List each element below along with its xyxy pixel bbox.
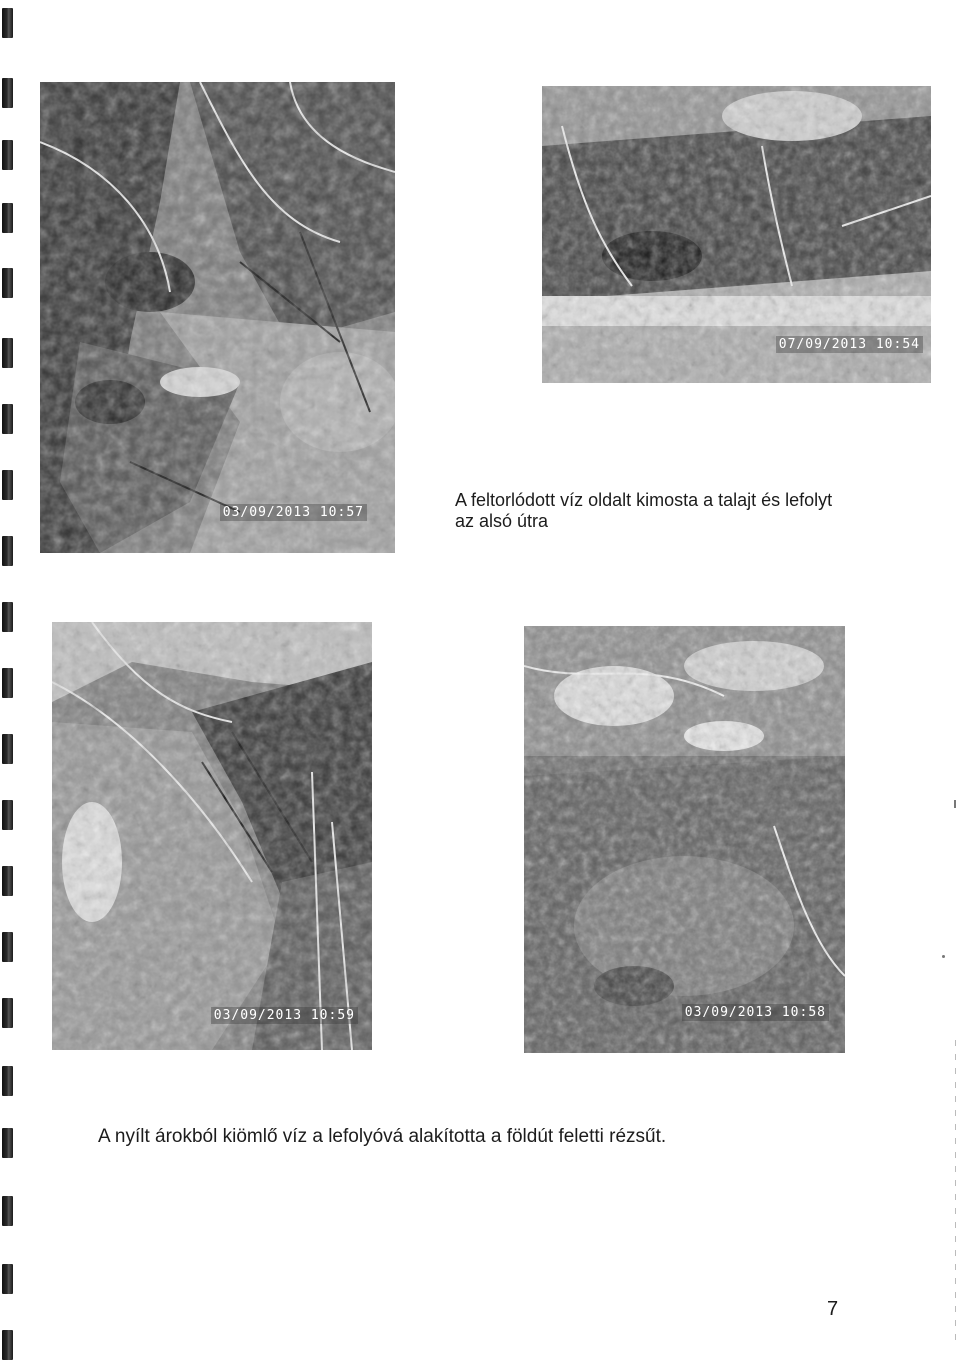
photo-gully-slope (52, 622, 372, 1050)
binding-hole (2, 1066, 13, 1096)
scan-artifact-line (955, 1040, 956, 1340)
binding-hole (2, 470, 13, 500)
binding-hole (2, 1128, 13, 1158)
caption-top (455, 490, 875, 532)
binding-hole (2, 536, 13, 566)
binding-hole (2, 800, 13, 830)
photo-eroded-ditch (40, 82, 395, 553)
photo-timestamp: 03/09/2013 10:57 (220, 504, 367, 521)
scan-artifact-dot (954, 800, 956, 808)
caption-top-line-2: az alsó útra (455, 511, 549, 531)
binding-hole (2, 668, 13, 698)
photo-washed-slope (524, 626, 845, 1053)
photo-road-edge (542, 86, 931, 383)
binding-hole (2, 866, 13, 896)
photo-timestamp: 07/09/2013 10:54 (776, 336, 923, 353)
binding-hole (2, 8, 13, 38)
binding-hole (2, 1264, 13, 1294)
binding-strip (0, 0, 22, 1366)
scan-artifact-dot (942, 955, 945, 958)
binding-hole (2, 404, 13, 434)
binding-hole (2, 203, 13, 233)
page-number: 7 (827, 1298, 839, 1320)
photo-image (40, 82, 395, 553)
binding-hole (2, 268, 13, 298)
binding-hole (2, 338, 13, 368)
binding-hole (2, 140, 13, 170)
photo-image (524, 626, 845, 1053)
binding-hole (2, 78, 13, 108)
binding-hole (2, 932, 13, 962)
binding-hole (2, 734, 13, 764)
binding-hole (2, 998, 13, 1028)
binding-hole (2, 602, 13, 632)
photo-timestamp: 03/09/2013 10:59 (211, 1007, 358, 1024)
photo-timestamp: 03/09/2013 10:58 (682, 1004, 829, 1021)
caption-bottom: A nyílt árokból kiömlő víz a lefolyóvá alakította a földút feletti rézsűt. (98, 1126, 667, 1147)
caption-top-line-1: A feltorlódott víz oldalt kimosta a talajt és lefolyt (455, 490, 833, 510)
photo-image (52, 622, 372, 1050)
binding-hole (2, 1330, 13, 1360)
binding-hole (2, 1196, 13, 1226)
